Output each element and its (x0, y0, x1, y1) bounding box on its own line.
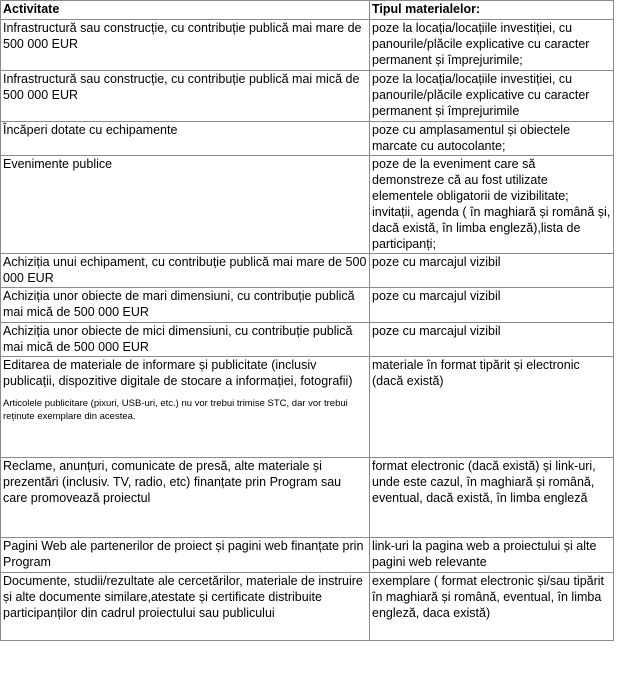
materials-cell: poze la locația/locațiile investiției, cu panourile/plăcile explicative cu caracter permanent și împrejurimile (370, 71, 614, 122)
activity-cell: Achiziția unor obiecte de mari dimensiuni, cu contribuție publică mai mică de 500 000 EUR (1, 288, 370, 323)
table-row (1, 357, 614, 458)
table-row (1, 156, 614, 254)
materials-cell: poze la locația/locațiile investiției, cu panourile/plăcile explicative cu caracter permanent și împrejurimile; (370, 20, 614, 71)
materials-cell: poze cu marcajul vizibil (370, 254, 614, 288)
materials-cell: exemplare ( format electronic și/sau tipărit în maghiară și română, eventual, în limba engleză, daca există) (370, 573, 614, 641)
table-row (1, 254, 614, 288)
materials-cell: materiale în format tipărit și electronic (dacă există) (370, 357, 614, 458)
header-activity: Activitate (1, 1, 370, 20)
table-row (1, 323, 614, 357)
activity-cell: Achiziția unor obiecte de mici dimensiuni, cu contribuție publică mai mică de 500 000 EUR (1, 323, 370, 357)
table-row (1, 288, 614, 323)
table-row (1, 122, 614, 156)
materials-cell: poze cu amplasamentul și obiectele marcate cu autocolante; (370, 122, 614, 156)
activity-cell: Încăperi dotate cu echipamente (1, 122, 370, 156)
table-row (1, 458, 614, 538)
activity-cell: Pagini Web ale partenerilor de proiect și pagini web finanțate prin Program (1, 538, 370, 573)
materials-cell: poze cu marcajul vizibil (370, 288, 614, 323)
activity-cell: Evenimente publice (1, 156, 370, 254)
header-row (1, 1, 614, 20)
activity-cell: Reclame, anunțuri, comunicate de presă, alte materiale și prezentări (inclusiv. TV, radio, etc) finanțate prin Program sau care promovează proiectul (1, 458, 370, 538)
table-row (1, 573, 614, 641)
activity-cell: Documente, studii/rezultate ale cercetărilor, materiale de instruire și alte documente similare,atestate și certificate distribuite participanților din cadrul proiectului sau publicului (1, 573, 370, 641)
activity-cell: Achiziția unui echipament, cu contribuție publică mai mare de 500 000 EUR (1, 254, 370, 288)
activity-note: Articolele publicitare (pixuri, USB-uri, etc.) nu vor trebui trimise STC, dar vor trebui reținute exemplare din acestea. (3, 398, 348, 422)
materials-cell: format electronic (dacă există) și link-uri, unde este cazul, în maghiară și română, eventual, dacă există, în limba engleză (370, 458, 614, 538)
activity-cell (1, 357, 370, 458)
table-row (1, 20, 614, 71)
materials-cell: link-uri la pagina web a proiectului și alte pagini web relevante (370, 538, 614, 573)
table-row (1, 538, 614, 573)
table-row (1, 71, 614, 122)
materials-cell: poze de la eveniment care să demonstreze că au fost utilizate elementele obligatorii de vizibilitate; invitații, agenda ( în maghiară și română și, dacă există, în limba engleză),lista de participanți; (370, 156, 614, 254)
header-materials: Tipul materialelor: (370, 1, 614, 20)
activity-cell: Infrastructură sau construcție, cu contribuție publică mai mare de 500 000 EUR (1, 20, 370, 71)
materials-cell: poze cu marcajul vizibil (370, 323, 614, 357)
activity-cell: Infrastructură sau construcție, cu contribuție publică mai mică de 500 000 EUR (1, 71, 370, 122)
activity-text: Editarea de materiale de informare și publicitate (inclusiv publicații, dispozitive digitale de stocare a informației, fotografii) (3, 358, 353, 388)
